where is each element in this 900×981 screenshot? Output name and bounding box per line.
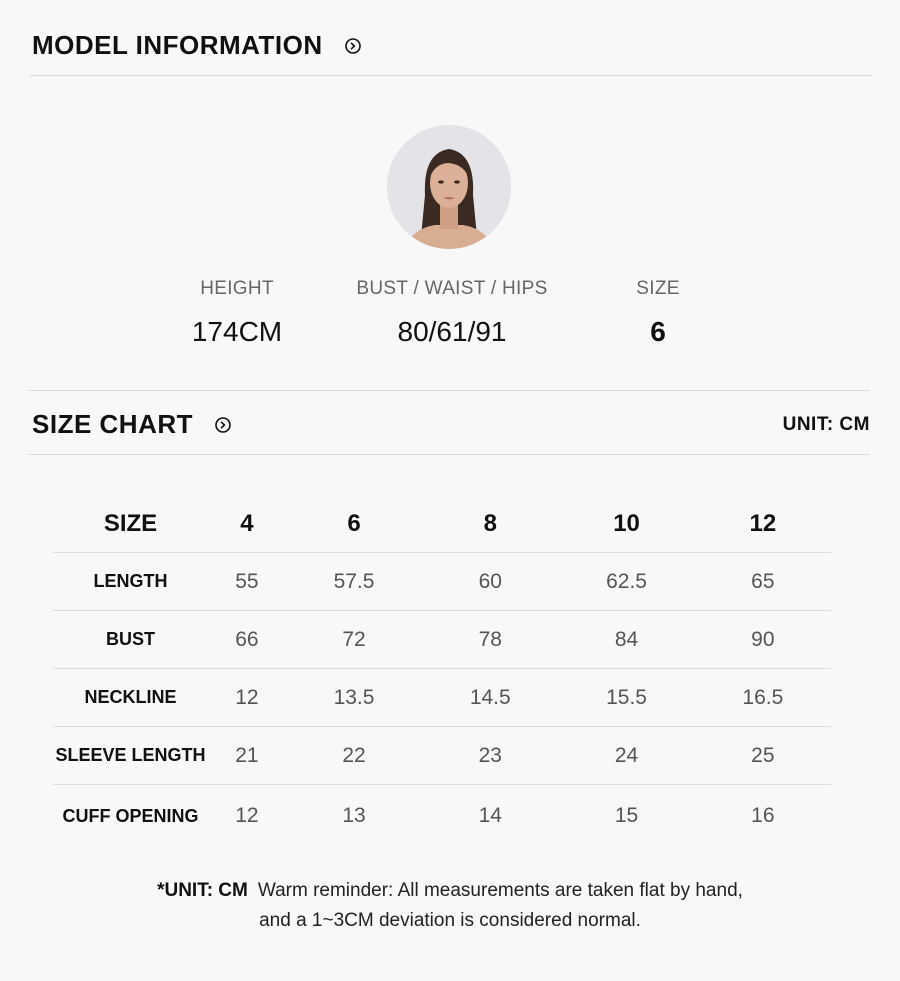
table-row (53, 553, 831, 611)
footnote-line-1 (0, 876, 900, 906)
table-cell: 65 (695, 553, 831, 611)
table-header-row (53, 495, 831, 553)
table-cell: 15.5 (558, 669, 694, 727)
table-cell: 14.5 (422, 669, 558, 727)
footnote (0, 876, 900, 936)
divider (28, 454, 870, 455)
table-cell: 15 (614, 804, 639, 827)
unit-label: UNIT: CM (782, 414, 870, 435)
table-row (53, 727, 831, 785)
table-cell: 72 (286, 611, 422, 669)
table-cell: 16.5 (695, 669, 831, 727)
stat-measurements (342, 278, 562, 348)
header-cell: 12 (695, 495, 831, 553)
table-cell: 12 (208, 669, 286, 727)
stat-height (127, 278, 347, 348)
table-cell: 25 (695, 727, 831, 785)
footnote-text: Warm reminder: All measurements are taken flat by hand, (257, 880, 743, 901)
row-label: LENGTH (53, 553, 208, 611)
model-info-title: MODEL INFORMATION (32, 30, 323, 60)
size-chart-table (53, 495, 831, 847)
circle-arrow-right-icon[interactable] (215, 417, 231, 433)
size-chart-header (32, 409, 231, 440)
table-row (53, 669, 831, 727)
stat-label: BUST / WAIST / HIPS (356, 278, 548, 299)
table-row (53, 785, 831, 848)
row-label: NECKLINE (53, 669, 208, 727)
circle-arrow-right-icon[interactable] (345, 38, 361, 54)
table-cell: 13.5 (286, 669, 422, 727)
table-row (53, 611, 831, 669)
size-chart-title: SIZE CHART (32, 409, 193, 439)
header-cell: SIZE (53, 495, 208, 553)
header-cell: 6 (286, 495, 422, 553)
table-cell: 78 (422, 611, 558, 669)
footnote-unit: *UNIT: CM (157, 880, 248, 901)
stat-value: 80/61/91 (397, 316, 507, 347)
table-cell: 24 (558, 727, 694, 785)
table-cell: 57.5 (286, 553, 422, 611)
table-cell: 23 (422, 727, 558, 785)
stat-value: 174CM (191, 316, 283, 347)
table-cell: 60 (422, 553, 558, 611)
header-cell: 8 (422, 495, 558, 553)
row-label: SLEEVE LENGTH (53, 727, 208, 785)
row-label: CUFF OPENING (62, 805, 199, 826)
row-label: BUST (53, 611, 208, 669)
stat-size (548, 278, 768, 348)
table-cell: 62.5 (558, 553, 694, 611)
header-cell: 4 (208, 495, 286, 553)
stat-value: 6 (650, 316, 666, 347)
stat-label: HEIGHT (200, 278, 274, 299)
table-cell: 66 (208, 611, 286, 669)
table-cell: 55 (208, 553, 286, 611)
table-cell: 22 (286, 727, 422, 785)
header-cell: 10 (558, 495, 694, 553)
model-info-header (32, 30, 870, 61)
footnote-line-2: and a 1~3CM deviation is considered normal. (259, 910, 641, 931)
table-cell: 12 (235, 804, 259, 827)
stat-label: SIZE (636, 278, 680, 299)
table-cell: 16 (751, 804, 775, 827)
model-avatar (387, 125, 511, 249)
table-cell: 90 (695, 611, 831, 669)
table-cell: 14 (478, 804, 502, 827)
divider (28, 390, 870, 391)
table-cell: 13 (342, 804, 366, 827)
divider (30, 75, 872, 76)
table-cell: 21 (208, 727, 286, 785)
table-cell: 84 (558, 611, 694, 669)
